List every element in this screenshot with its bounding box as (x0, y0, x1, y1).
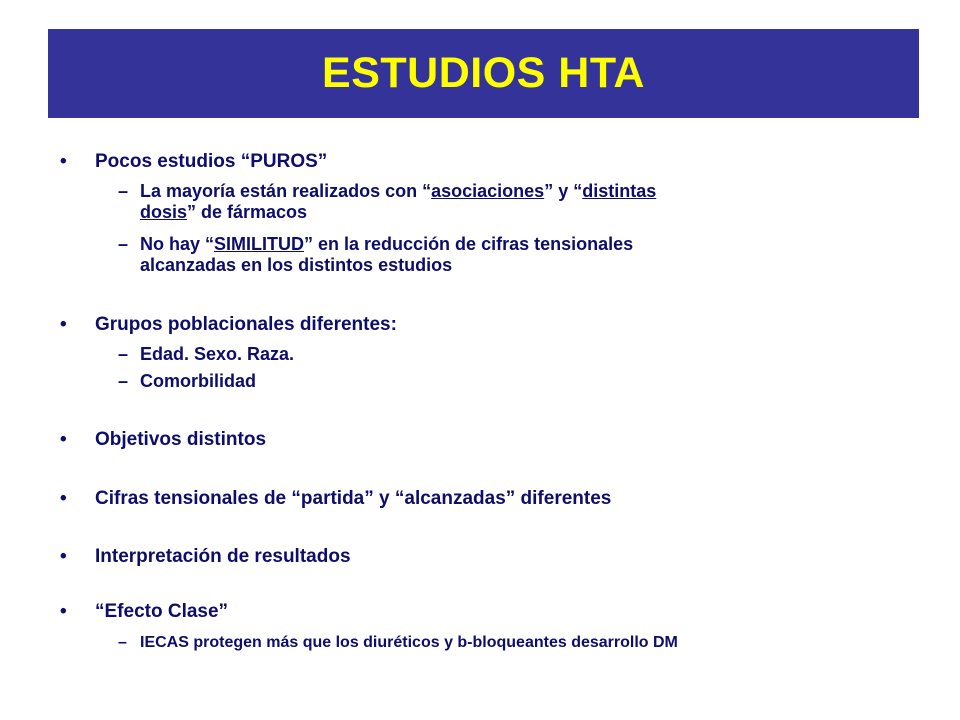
bullet-text: Pocos estudios “PUROS” (95, 151, 328, 172)
underlined-asociaciones: asociaciones (431, 181, 545, 201)
underlined-similitud: SIMILITUD (214, 234, 305, 254)
dash-icon: – (118, 344, 129, 364)
bullet-pocos-estudios (60, 151, 327, 173)
sub-bullet-text: IECAS protegen más que los diuréticos y b-bloqueantes desarrollo DM (140, 634, 678, 651)
sub-bullet-text (140, 181, 656, 223)
text-segment: ” y “ (544, 181, 583, 201)
bullet-interpretacion (60, 546, 351, 568)
sub-bullet-text: Comorbilidad (140, 371, 256, 391)
dash-icon: – (118, 634, 127, 651)
sub-bullet-text: Edad. Sexo. Raza. (140, 344, 295, 364)
bullet-text: Interpretación de resultados (95, 546, 351, 567)
bullet-objetivos (60, 429, 266, 451)
text-segment: alcanzadas en los distintos estudios (140, 255, 453, 275)
text-segment: La mayoría están realizados con “ (140, 181, 432, 201)
sub-bullet-similitud (118, 234, 838, 276)
sub-bullet-text (140, 234, 633, 276)
underlined-distintas: distintas (582, 181, 657, 201)
dash-icon: – (118, 234, 129, 254)
text-segment: ” de fármacos (187, 202, 308, 222)
sub-bullet-iecas (118, 632, 878, 653)
bullet-icon: • (60, 151, 67, 172)
text-segment: No hay “ (140, 234, 215, 254)
underlined-dosis: dosis (140, 202, 188, 222)
dash-icon: – (118, 181, 129, 201)
bullet-icon: • (60, 314, 67, 335)
sub-bullet-comorbilidad (118, 371, 838, 392)
bullet-icon: • (60, 488, 67, 509)
dash-icon: – (118, 371, 129, 391)
bullet-text: Grupos poblacionales diferentes: (95, 314, 397, 335)
bullet-icon: • (60, 546, 67, 567)
bullet-efecto-clase (60, 601, 228, 623)
bullet-text: Objetivos distintos (95, 429, 267, 450)
bullet-icon: • (60, 429, 67, 450)
text-segment: ” en la reducción de cifras tensionales (304, 234, 634, 254)
bullet-icon: • (60, 601, 67, 622)
bullet-grupos-poblacionales (60, 314, 397, 336)
bullet-text: “Efecto Clase” (95, 601, 229, 622)
sub-bullet-edad (118, 344, 838, 365)
sub-bullet-asociaciones (118, 181, 838, 223)
slide-title: ESTUDIOS HTA (322, 49, 645, 97)
bullet-cifras-tensionales (60, 488, 611, 510)
bullet-text: Cifras tensionales de “partida” y “alcanzadas” diferentes (95, 488, 612, 509)
